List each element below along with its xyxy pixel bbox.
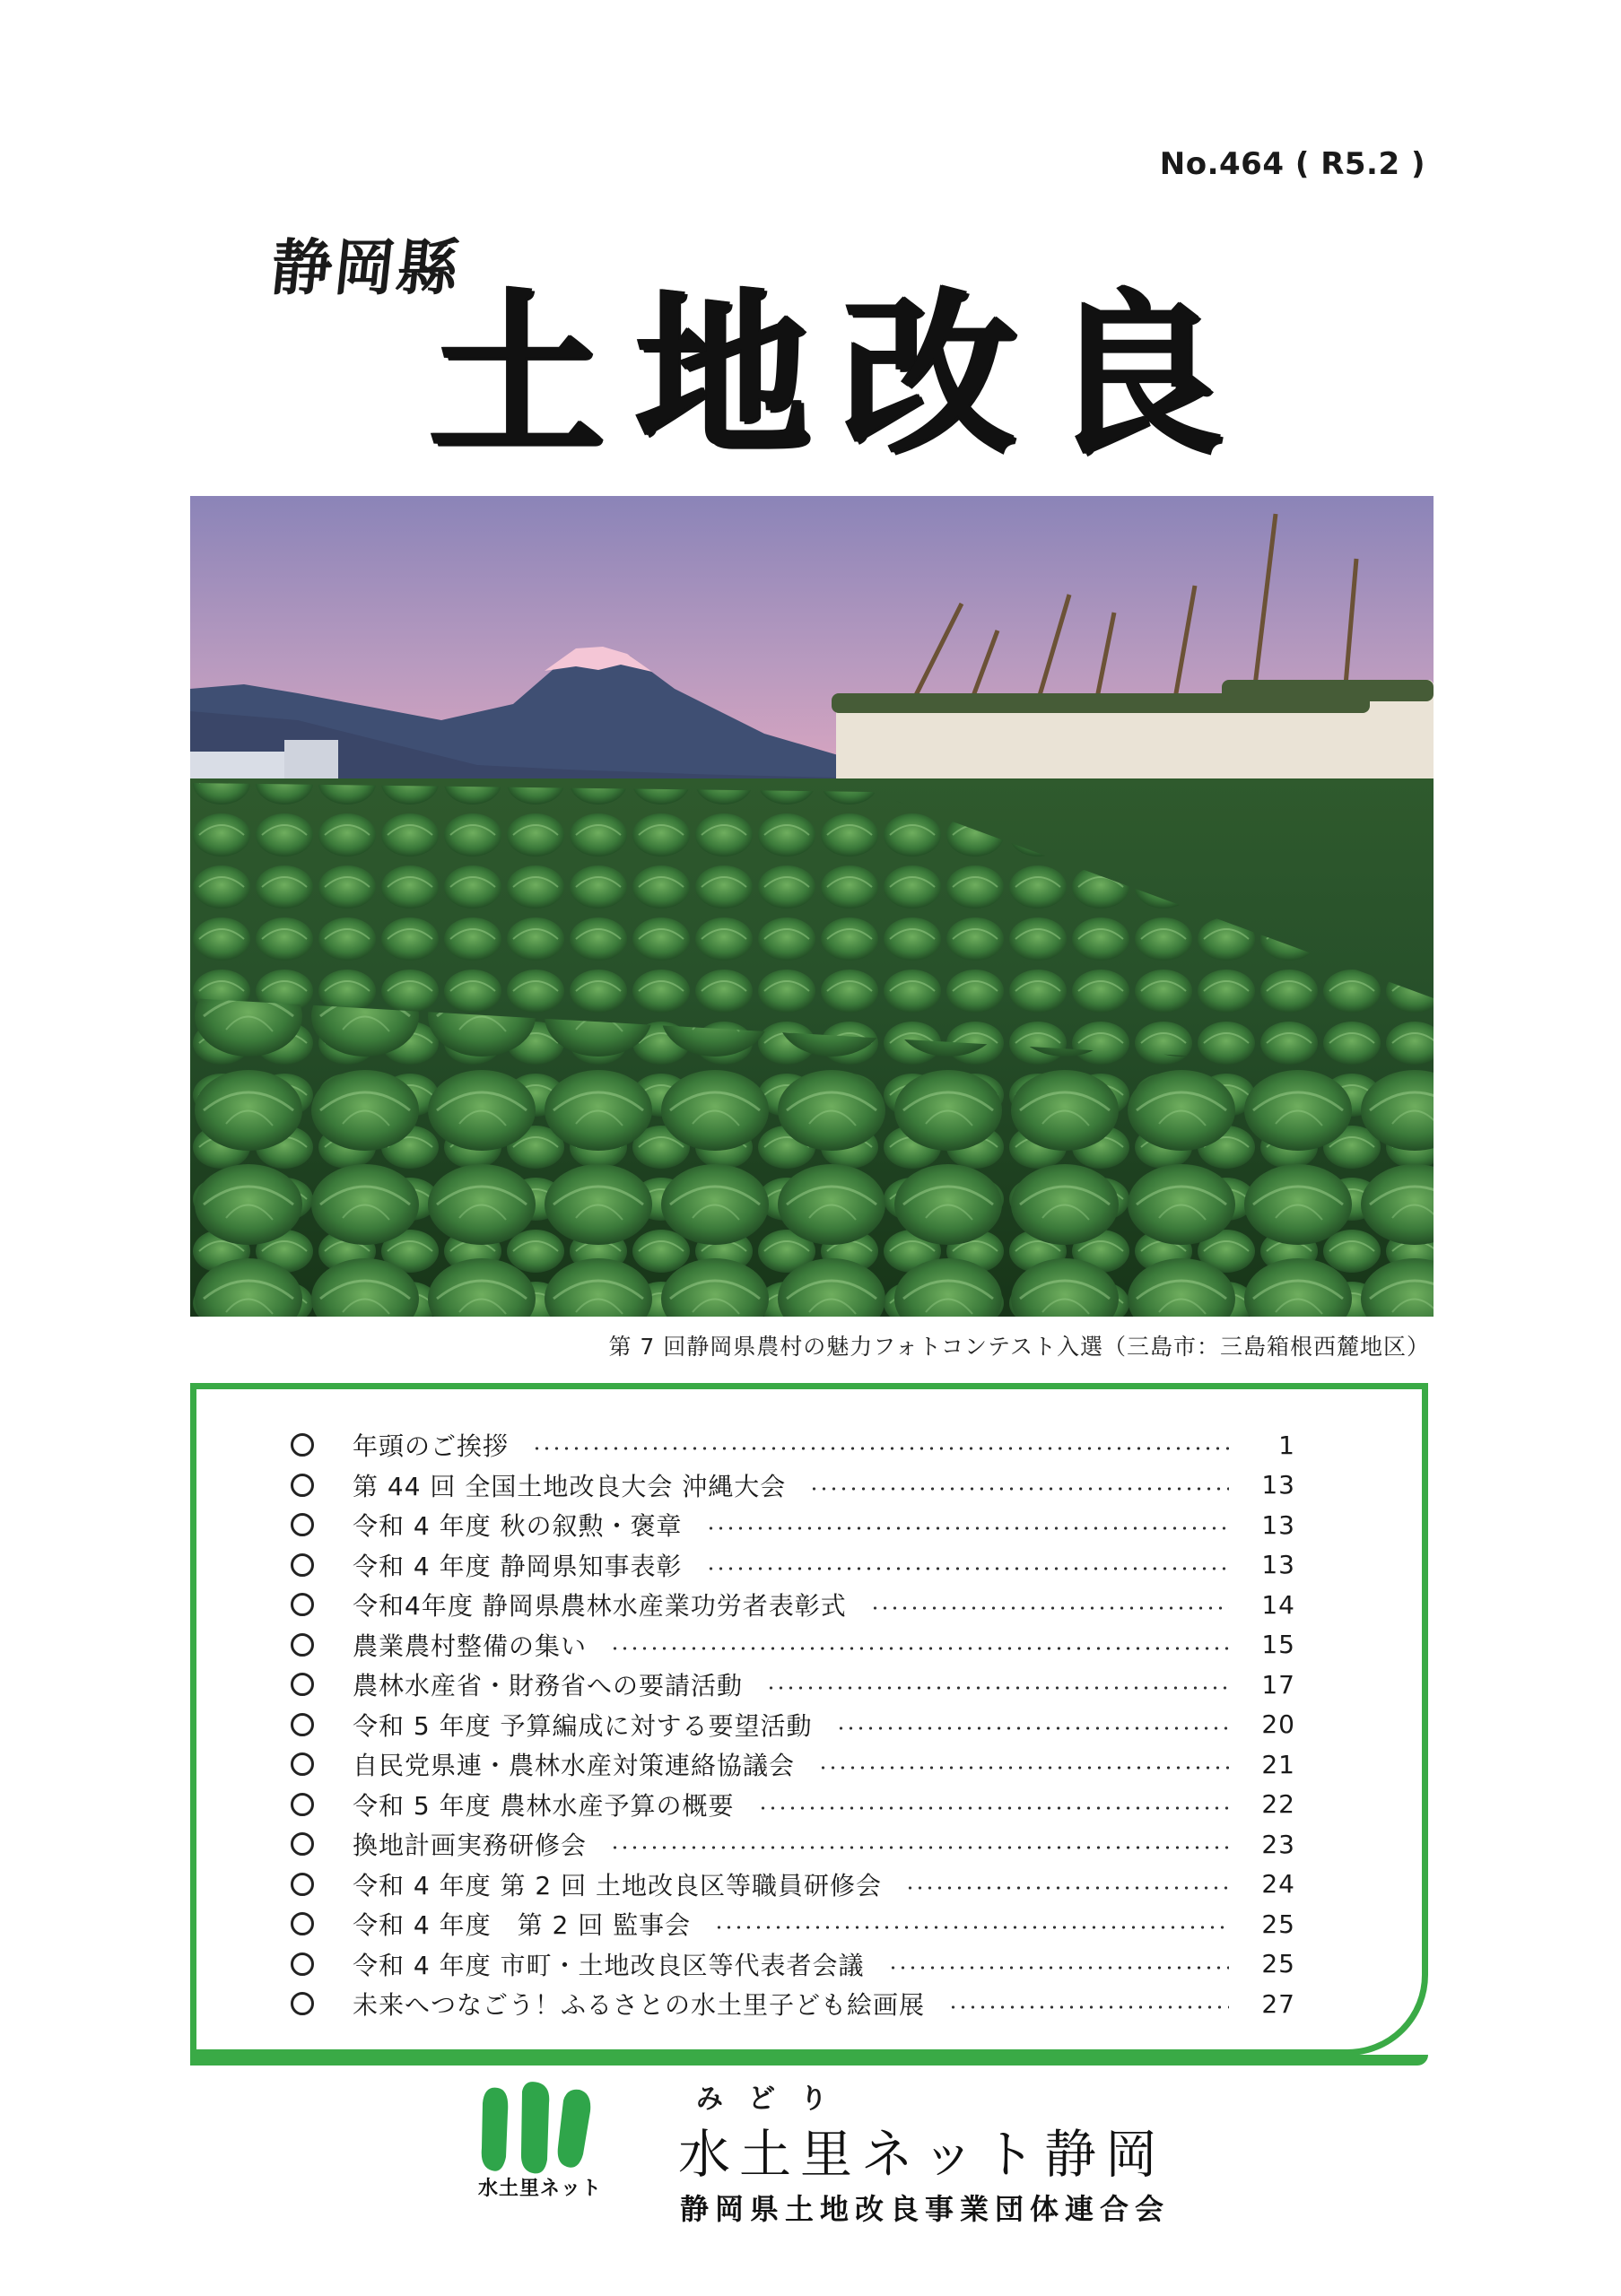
toc-item-title: 自民党県連・農林水産対策連絡協議会: [353, 1751, 796, 1781]
toc-item: [291, 1545, 1304, 1586]
toc-item-page: 27: [1261, 1988, 1295, 2019]
toc-item-title: 令和 4 年度 第 2 回 土地改良区等職員研修会: [353, 1870, 883, 1900]
toc-item-title: 未来へつなごう！ふるさとの水土里子ども絵画展: [353, 1990, 926, 2021]
toc-item-page: 25: [1261, 1949, 1295, 1979]
toc-leader: [610, 1647, 1229, 1650]
cover-photo-illustration: [190, 496, 1434, 1317]
toc-item-page: 22: [1261, 1789, 1295, 1820]
toc-item: [291, 1505, 1304, 1545]
toc-leader: [610, 1846, 1229, 1849]
toc-leader: [766, 1686, 1229, 1690]
toc-item: [291, 1865, 1304, 1905]
toc-leader: [948, 2005, 1229, 2009]
toc-item-title: 農林水産省・財務省への要請活動: [353, 1671, 744, 1701]
toc-item: [291, 1665, 1304, 1705]
toc-item-title: 令和 4 年度 秋の叙勲・褒章: [353, 1511, 683, 1542]
toc-item: [291, 1625, 1304, 1665]
toc-item-page: 21: [1261, 1749, 1295, 1779]
toc-item: [291, 1705, 1304, 1745]
toc-item: [291, 1585, 1304, 1625]
toc-item-title: 令和 4 年度 静岡県知事表彰: [353, 1551, 683, 1581]
table-of-contents: [190, 1383, 1428, 2056]
toc-item-title: 農業農村整備の集い: [353, 1631, 588, 1661]
toc-leader: [706, 1567, 1229, 1570]
circle-bullet-icon: [291, 1752, 314, 1776]
circle-bullet-icon: [291, 1593, 314, 1616]
toc-item: [291, 1465, 1304, 1506]
logo-caption: 水土里ネット: [478, 2178, 603, 2200]
toc-item-page: 17: [1261, 1669, 1295, 1700]
toc-item-title: 令和4年度 静岡県農林水産業功労者表彰式: [353, 1591, 847, 1622]
toc-list: [291, 1425, 1304, 2024]
toc-leader: [758, 1806, 1229, 1810]
toc-leader: [532, 1447, 1229, 1450]
circle-bullet-icon: [291, 1832, 314, 1856]
toc-leader: [706, 1526, 1229, 1530]
toc-item: [291, 1425, 1304, 1465]
circle-bullet-icon: [291, 1553, 314, 1577]
green-bars-logo-icon: [475, 2081, 610, 2179]
circle-bullet-icon: [291, 1633, 314, 1657]
circle-bullet-icon: [291, 1793, 314, 1816]
toc-item-page: 1: [1278, 1430, 1295, 1460]
circle-bullet-icon: [291, 1873, 314, 1896]
toc-item: [291, 1904, 1304, 1944]
toc-item-page: 24: [1261, 1869, 1295, 1900]
toc-item-title: 換地計画実務研修会: [353, 1831, 588, 1861]
toc-leader: [905, 1886, 1229, 1890]
circle-bullet-icon: [291, 1474, 314, 1497]
toc-item-page: 13: [1261, 1509, 1295, 1540]
circle-bullet-icon: [291, 1513, 314, 1536]
toc-item: [291, 1785, 1304, 1825]
cover-photo: [190, 496, 1434, 1317]
midori-net-logo: [475, 2081, 610, 2224]
circle-bullet-icon: [291, 1433, 314, 1457]
photo-caption: 第 7 回静岡県農村の魅力フォトコンテスト入選（三島市：三島箱根西麓地区）: [608, 1334, 1430, 1360]
organization-full-name: 静岡県土地改良事業団体連合会: [680, 2192, 1171, 2226]
toc-item-title: 令和 5 年度 予算編成に対する要望活動: [353, 1710, 813, 1741]
toc-item: [291, 1744, 1304, 1785]
toc-item-page: 25: [1261, 1909, 1295, 1939]
toc-item-page: 23: [1261, 1829, 1295, 1859]
toc-item-page: 14: [1261, 1589, 1295, 1620]
toc-item-page: 13: [1261, 1470, 1295, 1500]
issue-number: No.464 ( R5.2 ): [1159, 146, 1425, 182]
circle-bullet-icon: [291, 1992, 314, 2015]
toc-leader: [818, 1766, 1229, 1770]
organization-name: 水土里ネット静岡: [678, 2124, 1167, 2185]
circle-bullet-icon: [291, 1713, 314, 1736]
toc-leader: [888, 1966, 1229, 1970]
toc-item: [291, 1824, 1304, 1865]
toc-item: [291, 1944, 1304, 1985]
toc-item-page: 15: [1261, 1630, 1295, 1660]
toc-leader: [870, 1606, 1229, 1610]
toc-item: [291, 1984, 1304, 2024]
toc-item-title: 令和 4 年度 第 2 回 監事会: [353, 1910, 692, 1941]
toc-leader: [836, 1726, 1229, 1730]
toc-item-title: 年頭のご挨拶: [353, 1431, 510, 1462]
toc-leader: [714, 1926, 1229, 1929]
toc-item-title: 令和 4 年度 市町・土地改良区等代表者会議: [353, 1950, 865, 1980]
circle-bullet-icon: [291, 1912, 314, 1935]
org-name-ruby: みどり: [696, 2083, 852, 2115]
toc-item-title: 第 44 回 全国土地改良大会 沖縄大会: [353, 1471, 787, 1501]
magazine-title: 土地改良: [429, 272, 1255, 478]
prefecture-title: 静岡縣: [267, 232, 464, 304]
toc-leader: [809, 1487, 1229, 1491]
toc-item-page: 20: [1261, 1709, 1295, 1740]
circle-bullet-icon: [291, 1952, 314, 1976]
circle-bullet-icon: [291, 1673, 314, 1696]
toc-item-page: 13: [1261, 1550, 1295, 1580]
toc-item-title: 令和 5 年度 農林水産予算の概要: [353, 1790, 735, 1821]
